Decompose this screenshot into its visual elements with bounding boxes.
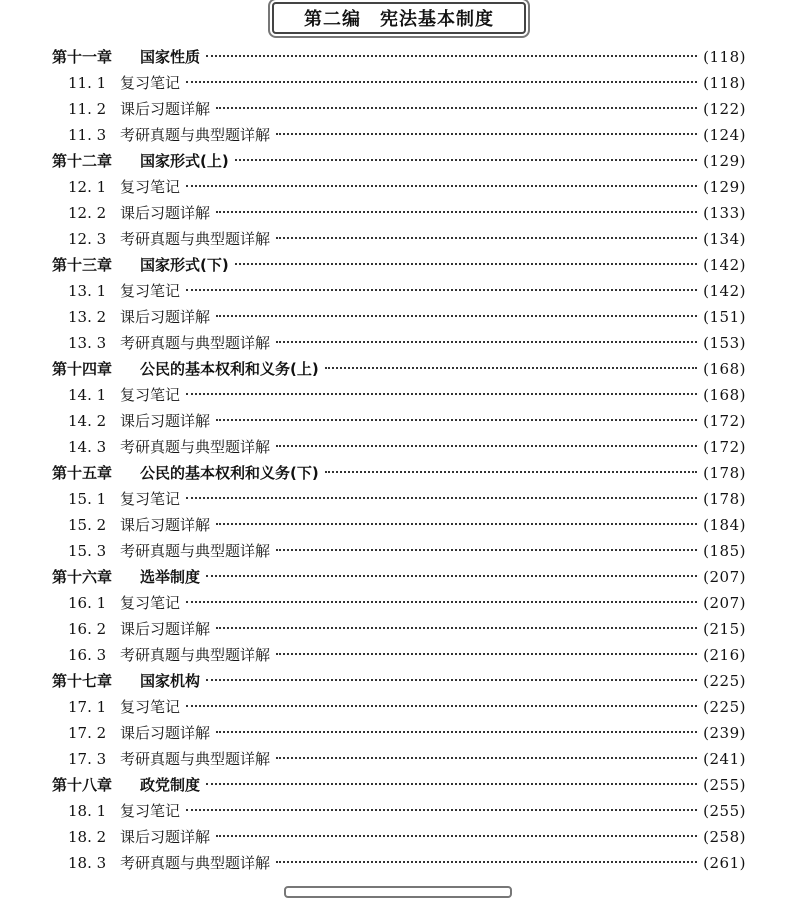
toc-section-entry[interactable] [50, 616, 746, 642]
dot-leader [216, 315, 697, 317]
page-number: (255) [703, 802, 746, 820]
page-number: (241) [703, 750, 746, 768]
toc-chapter-entry[interactable] [50, 356, 746, 382]
toc-section-entry[interactable] [50, 200, 746, 226]
entry-number: 16. 3 [68, 646, 107, 664]
entry-number: 14. 2 [68, 412, 107, 430]
entry-number: 14. 1 [68, 386, 107, 404]
toc-section-entry[interactable] [50, 226, 746, 252]
part-title-banner [272, 2, 526, 34]
dot-leader [186, 81, 697, 83]
entry-number: 第十三章 [52, 256, 113, 274]
toc-section-entry[interactable] [50, 642, 746, 668]
page-number: (207) [703, 594, 746, 612]
toc-section-entry[interactable] [50, 304, 746, 330]
entry-title: 国家机构 [140, 672, 201, 690]
entry-number: 15. 1 [68, 490, 107, 508]
toc-section-entry[interactable] [50, 746, 746, 772]
page-number: (172) [703, 412, 746, 430]
entry-title: 课后习题详解 [120, 204, 211, 222]
page-number: (215) [703, 620, 746, 638]
entry-title: 国家形式(上) [140, 152, 229, 170]
entry-title: 公民的基本权利和义务(下) [140, 464, 319, 482]
toc-section-entry[interactable] [50, 174, 746, 200]
entry-number: 17. 3 [68, 750, 107, 768]
page-number: (168) [703, 386, 746, 404]
page-number: (151) [703, 308, 746, 326]
entry-number: 第十八章 [52, 776, 113, 794]
entry-number: 18. 2 [68, 828, 107, 846]
toc-section-entry[interactable] [50, 382, 746, 408]
dot-leader [276, 653, 697, 655]
toc-chapter-entry[interactable] [50, 772, 746, 798]
dot-leader [206, 575, 697, 577]
dot-leader [186, 185, 697, 187]
toc-section-entry[interactable] [50, 330, 746, 356]
entry-number: 14. 3 [68, 438, 107, 456]
toc-chapter-entry[interactable] [50, 668, 746, 694]
entry-title: 复习笔记 [120, 698, 181, 716]
toc-section-entry[interactable] [50, 798, 746, 824]
page-number: (153) [703, 334, 746, 352]
dot-leader [206, 783, 697, 785]
dot-leader [186, 497, 697, 499]
entry-number: 第十五章 [52, 464, 113, 482]
entry-number: 18. 1 [68, 802, 107, 820]
entry-number: 15. 2 [68, 516, 107, 534]
entry-title: 考研真题与典型题详解 [120, 750, 271, 768]
part-title: 第二编 宪法基本制度 [304, 9, 494, 30]
toc-section-entry[interactable] [50, 434, 746, 460]
page-number: (129) [703, 152, 746, 170]
page-number: (216) [703, 646, 746, 664]
page-number: (255) [703, 776, 746, 794]
entry-title: 考研真题与典型题详解 [120, 854, 271, 872]
entry-number: 第十四章 [52, 360, 113, 378]
entry-number: 11. 1 [68, 74, 107, 92]
entry-title: 选举制度 [140, 568, 201, 586]
entry-number: 11. 2 [68, 100, 107, 118]
entry-title: 课后习题详解 [120, 620, 211, 638]
dot-leader [186, 705, 697, 707]
dot-leader [276, 549, 697, 551]
entry-number: 第十一章 [52, 48, 113, 66]
entry-title: 复习笔记 [120, 802, 181, 820]
toc-section-entry[interactable] [50, 512, 746, 538]
entry-number: 17. 1 [68, 698, 107, 716]
entry-title: 复习笔记 [120, 282, 181, 300]
toc-section-entry[interactable] [50, 96, 746, 122]
entry-title: 国家性质 [140, 48, 201, 66]
page-number: (225) [703, 698, 746, 716]
entry-title: 课后习题详解 [120, 516, 211, 534]
toc-chapter-entry[interactable] [50, 148, 746, 174]
entry-number: 第十六章 [52, 568, 113, 586]
entry-number: 12. 3 [68, 230, 107, 248]
entry-number: 13. 3 [68, 334, 107, 352]
toc-section-entry[interactable] [50, 850, 746, 876]
dot-leader [206, 55, 697, 57]
dot-leader [206, 679, 697, 681]
entry-title: 考研真题与典型题详解 [120, 126, 271, 144]
dot-leader [235, 159, 697, 161]
page-number: (258) [703, 828, 746, 846]
dot-leader [276, 133, 697, 135]
dot-leader [276, 237, 697, 239]
dot-leader [276, 341, 697, 343]
table-of-contents [50, 44, 746, 876]
entry-title: 政党制度 [140, 776, 201, 794]
entry-title: 考研真题与典型题详解 [120, 646, 271, 664]
toc-section-entry[interactable] [50, 408, 746, 434]
page-number: (142) [703, 256, 746, 274]
page-number: (184) [703, 516, 746, 534]
entry-title: 课后习题详解 [120, 412, 211, 430]
page-number: (172) [703, 438, 746, 456]
dot-leader [186, 393, 697, 395]
dot-leader [216, 731, 697, 733]
dot-leader [216, 627, 697, 629]
entry-title: 复习笔记 [120, 386, 181, 404]
bottom-ornament [284, 886, 512, 898]
page-number: (207) [703, 568, 746, 586]
dot-leader [325, 471, 697, 473]
entry-title: 复习笔记 [120, 490, 181, 508]
page-number: (225) [703, 672, 746, 690]
page-number: (118) [703, 74, 746, 92]
dot-leader [276, 445, 697, 447]
toc-chapter-entry[interactable] [50, 460, 746, 486]
entry-number: 15. 3 [68, 542, 107, 560]
entry-title: 国家形式(下) [140, 256, 229, 274]
page-number: (133) [703, 204, 746, 222]
dot-leader [216, 835, 697, 837]
page-number: (178) [703, 464, 746, 482]
entry-title: 公民的基本权利和义务(上) [140, 360, 319, 378]
page-number: (129) [703, 178, 746, 196]
page-number: (118) [703, 48, 746, 66]
page-number: (124) [703, 126, 746, 144]
page-number: (239) [703, 724, 746, 742]
toc-section-entry[interactable] [50, 486, 746, 512]
entry-title: 课后习题详解 [120, 308, 211, 326]
entry-number: 第十二章 [52, 152, 113, 170]
entry-title: 课后习题详解 [120, 724, 211, 742]
entry-title: 复习笔记 [120, 178, 181, 196]
page-number: (178) [703, 490, 746, 508]
entry-title: 考研真题与典型题详解 [120, 230, 271, 248]
toc-section-entry[interactable] [50, 590, 746, 616]
dot-leader [235, 263, 697, 265]
entry-number: 16. 1 [68, 594, 107, 612]
entry-title: 课后习题详解 [120, 100, 211, 118]
toc-section-entry[interactable] [50, 278, 746, 304]
dot-leader [186, 601, 697, 603]
toc-section-entry[interactable] [50, 694, 746, 720]
toc-section-entry[interactable] [50, 70, 746, 96]
entry-title: 考研真题与典型题详解 [120, 334, 271, 352]
entry-number: 13. 2 [68, 308, 107, 326]
toc-section-entry[interactable] [50, 824, 746, 850]
entry-title: 考研真题与典型题详解 [120, 438, 271, 456]
page-number: (168) [703, 360, 746, 378]
page-number: (185) [703, 542, 746, 560]
entry-title: 考研真题与典型题详解 [120, 542, 271, 560]
dot-leader [325, 367, 697, 369]
dot-leader [186, 289, 697, 291]
toc-section-entry[interactable] [50, 122, 746, 148]
entry-number: 18. 3 [68, 854, 107, 872]
entry-number: 12. 2 [68, 204, 107, 222]
dot-leader [216, 107, 697, 109]
entry-title: 课后习题详解 [120, 828, 211, 846]
entry-number: 16. 2 [68, 620, 107, 638]
entry-title: 复习笔记 [120, 594, 181, 612]
toc-chapter-entry[interactable] [50, 564, 746, 590]
page-number: (261) [703, 854, 746, 872]
page-number: (142) [703, 282, 746, 300]
entry-number: 12. 1 [68, 178, 107, 196]
entry-number: 11. 3 [68, 126, 107, 144]
entry-title: 复习笔记 [120, 74, 181, 92]
dot-leader [186, 809, 697, 811]
dot-leader [276, 861, 697, 863]
toc-chapter-entry[interactable] [50, 252, 746, 278]
entry-number: 17. 2 [68, 724, 107, 742]
entry-number: 第十七章 [52, 672, 113, 690]
toc-chapter-entry[interactable] [50, 44, 746, 70]
dot-leader [216, 211, 697, 213]
page-number: (134) [703, 230, 746, 248]
toc-section-entry[interactable] [50, 720, 746, 746]
page-number: (122) [703, 100, 746, 118]
dot-leader [216, 419, 697, 421]
dot-leader [276, 757, 697, 759]
dot-leader [216, 523, 697, 525]
toc-section-entry[interactable] [50, 538, 746, 564]
entry-number: 13. 1 [68, 282, 107, 300]
